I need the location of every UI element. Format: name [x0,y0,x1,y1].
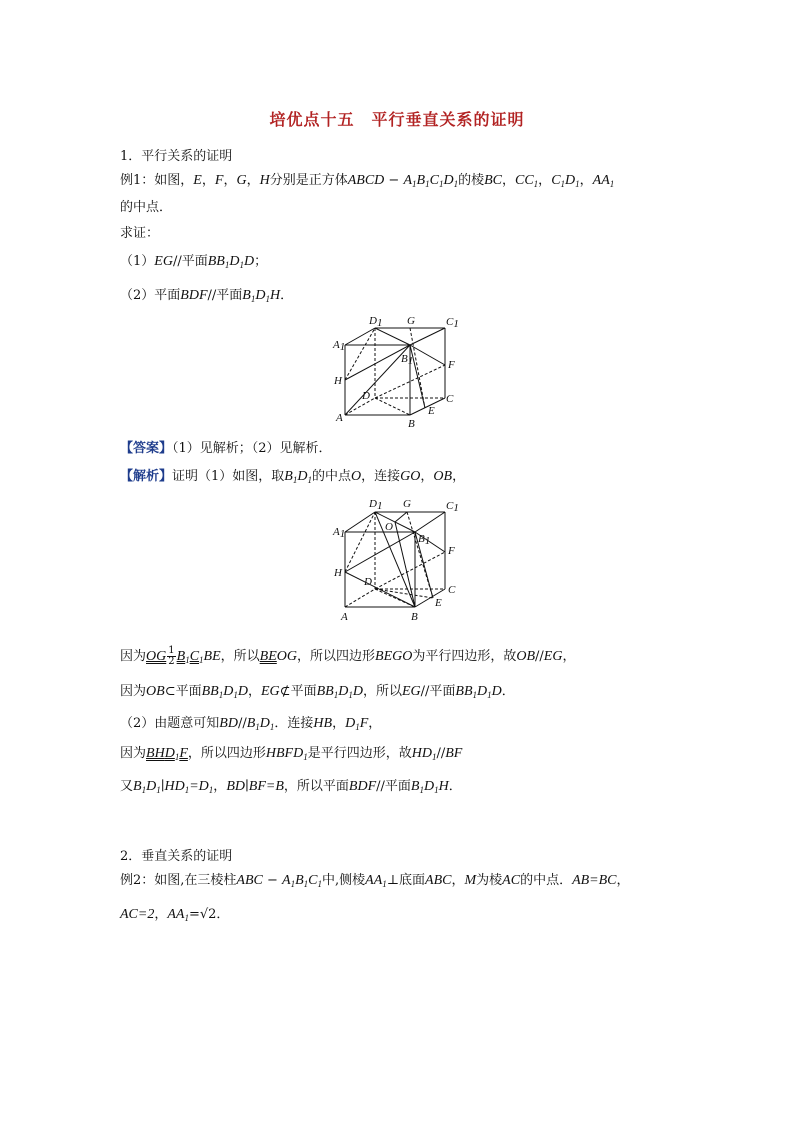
label2-A: A [341,611,348,623]
label-A1: A1 [333,339,346,353]
analysis-line1: 【解析】证明（1）如图，取$B_1D_1$的中点O，连接GO，OB， [120,469,466,485]
label2-C: C [448,584,456,596]
label2-G: G [403,498,411,510]
example2-line2: AC=2，$AA_1=√2$． [120,907,230,923]
label-C1: C1 [446,316,459,330]
label-B: B [408,418,415,430]
prove-label: 求证： [120,226,160,241]
label2-F: F [448,545,455,557]
label2-D1: D1 [369,498,383,512]
example2-line1: 例2：如图,在三棱柱ABC − $A_1B_1C_1$中,侧棱$AA_1\perp$底面ABC，M为棱AC的中点．AB=BC， [120,873,630,889]
section2-heading: 2．垂直关系的证明 [120,849,233,864]
prove-item-2: （2）平面BDF//平面$B_1D_1H$． [120,288,294,304]
section1-heading: 1．平行关系的证明 [120,149,233,164]
cube-figure-1 [325,310,465,435]
analysis-line5: 因为$BHD_1F$，所以四边形$HBFD_1$是平行四边形，故$HD_1//BF$ [120,746,463,762]
prove-item-1: （1）EG//平面$BB_1D_1D$； [120,254,268,270]
label2-B: B [411,611,418,623]
analysis-line3: 因为OB⊂平面$BB_1D_1D$，EG⊄平面$BB_1D_1D$，所以EG//平面$BB_1D_1D$． [120,684,515,700]
label2-A1: A1 [333,526,346,540]
label-D: D [362,390,370,402]
analysis-line4: （2）由题意可知$BD//B_1D_1$．连接HB，$D_1F$， [120,716,382,732]
label-F: F [448,359,455,371]
example1-line1: 例1：如图，E，F，G，H分别是正方体ABCD − $A_1B_1C_1D_1$的棱BC，$CC_1$，$C_1D_1$，$AA_1$ [120,173,615,189]
label-D1: D1 [369,315,383,329]
label-E: E [428,405,435,417]
label-H: H [334,375,342,387]
page-title: 培优点十五 平行垂直关系的证明 [269,110,525,129]
analysis-line2: 因为OG $\frac{1}{2}$ $B_1C_1BE$，所以BEOG，所以四边形BEGO为平行四边形，故OB//EG， [120,645,576,667]
label2-E: E [435,597,442,609]
answer-line: 【答案】（1）见解析；（2）见解析． [120,441,332,456]
analysis-line6: 又$B_1D_1∣HD_1=D_1$，BD∣BF=B，所以平面BDF//平面$B_1D_1H$． [120,779,462,795]
label2-C1: C1 [446,500,459,514]
label-A: A [336,412,343,424]
label2-H: H [334,567,342,579]
cube-figure-2 [325,492,465,624]
example1-line2: 的中点． [120,200,173,215]
label-C: C [446,393,454,405]
label2-O: O [385,521,393,533]
label2-B1: B1 [418,533,431,547]
label-G: G [407,315,415,327]
label2-D: D [364,576,372,588]
label-B1: B1 [401,353,414,367]
